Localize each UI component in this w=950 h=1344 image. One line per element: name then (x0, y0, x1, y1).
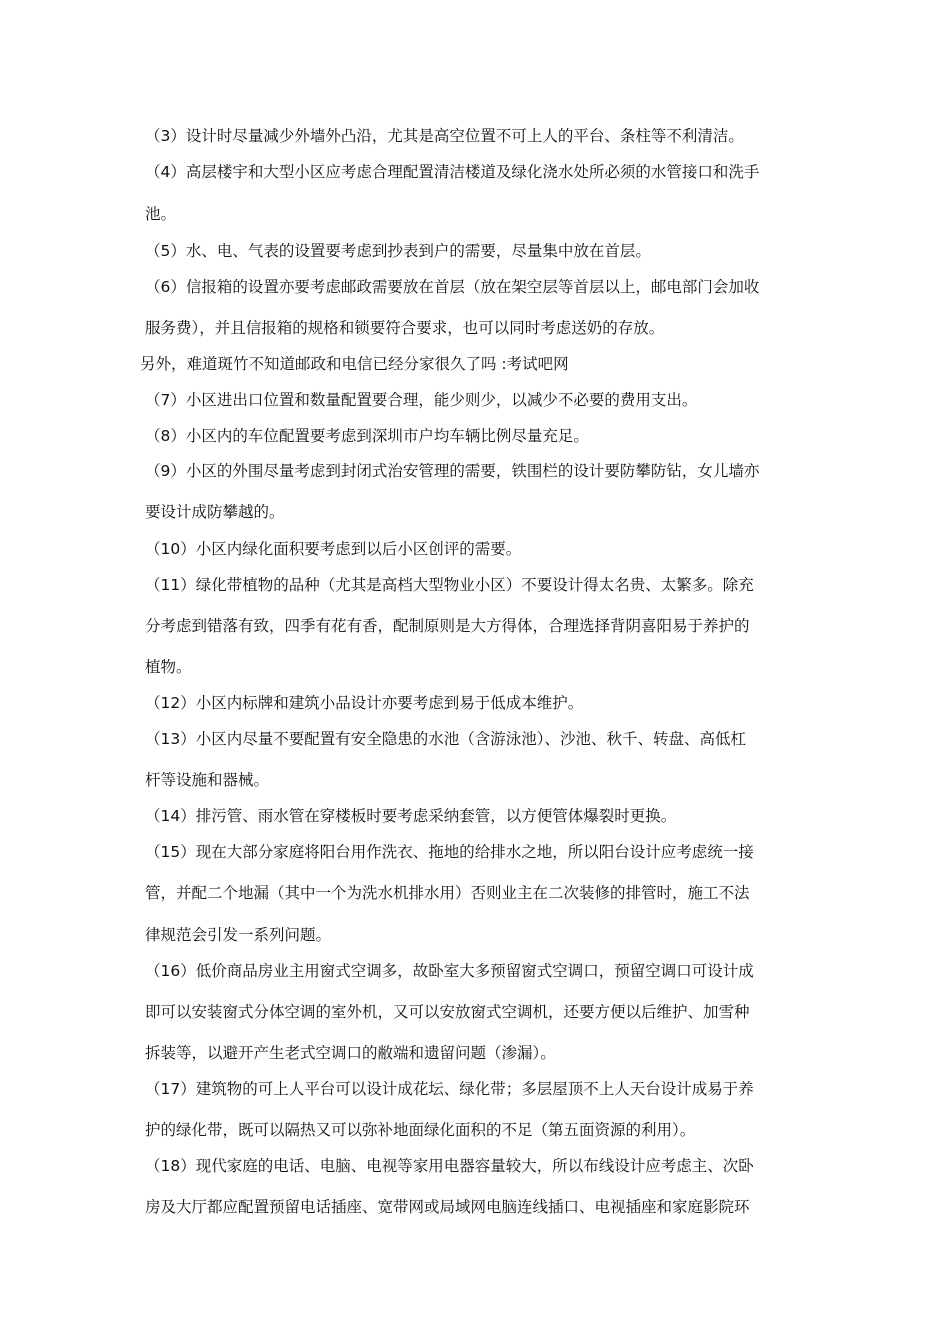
text-line: 律规范会引发一系列问题。 (145, 926, 332, 944)
text-line: （15）现在大部分家庭将阳台用作洗衣、拖地的给排水之地，所以阳台设计应考虑统一接 (145, 843, 754, 861)
text-line: （7）小区进出口位置和数量配置要合理，能少则少，以减少不必要的费用支出。 (145, 391, 698, 409)
text-line: 管，并配二个地漏（其中一个为洗水机排水用）否则业主在二次装修的排管时，施工不法 (145, 884, 750, 902)
text-line: （6）信报箱的设置亦要考虑邮政需要放在首层（放在架空层等首层以上，邮电部门会加收 (145, 278, 760, 296)
text-line: 护的绿化带，既可以隔热又可以弥补地面绿化面积的不足（第五面资源的利用）。 (145, 1121, 696, 1139)
text-line: （8）小区内的车位配置要考虑到深圳市户均车辆比例尽量充足。 (145, 427, 589, 445)
text-line: （14）排污管、雨水管在穿楼板时要考虑采纳套管，以方便管体爆裂时更换。 (145, 807, 677, 825)
text-line: 分考虑到错落有致，四季有花有香，配制原则是大方得体，合理选择背阴喜阳易于养护的 (145, 617, 750, 635)
text-line: 房及大厅都应配置预留电话插座、宽带网或局域网电脑连线插口、电视插座和家庭影院环 (145, 1198, 750, 1216)
text-line: （4）高层楼宇和大型小区应考虑合理配置清洁楼道及绿化浇水处所必须的水管接口和洗手 (145, 163, 760, 181)
text-line: （13）小区内尽量不要配置有安全隐患的水池（含游泳池）、沙池、秋千、转盘、高低杠 (145, 730, 746, 748)
text-line: （9）小区的外围尽量考虑到封闭式治安管理的需要，铁围栏的设计要防攀防钻，女儿墙亦 (145, 462, 760, 480)
text-line: （10）小区内绿化面积要考虑到以后小区创评的需要。 (145, 540, 522, 558)
text-line: （17）建筑物的可上人平台可以设计成花坛、绿化带；多层屋顶不上人天台设计成易于养 (145, 1080, 754, 1098)
text-line: （11）绿化带植物的品种（尤其是高档大型物业小区）不要设计得太名贵、太繁多。除充 (145, 576, 754, 594)
text-line: 即可以安装窗式分体空调的室外机，又可以安放窗式空调机，还要方便以后维护、加雪种 (145, 1003, 750, 1021)
text-line: （12）小区内标牌和建筑小品设计亦要考虑到易于低成本维护。 (145, 694, 584, 712)
text-line: 拆装等，以避开产生老式空调口的敝端和遗留问题（渗漏）。 (145, 1044, 556, 1062)
text-line: （5）水、电、气表的设置要考虑到抄表到户的需要，尽量集中放在首层。 (145, 242, 651, 260)
text-line: （16）低价商品房业主用窗式空调多，故卧室大多预留窗式空调口，预留空调口可设计成 (145, 962, 754, 980)
text-line: 另外，难道斑竹不知道邮政和电信已经分家很久了吗 :考试吧网 (140, 355, 569, 373)
text-line: 服务费），并且信报箱的规格和锁要符合要求，也可以同时考虑送奶的存放。 (145, 319, 665, 337)
text-line: 要设计成防攀越的。 (145, 503, 285, 521)
text-line: 池。 (145, 205, 177, 223)
text-line: 杆等设施和器械。 (145, 771, 270, 789)
text-line: （3）设计时尽量减少外墙外凸沿，尤其是高空位置不可上人的平台、条柱等不利清洁。 (145, 127, 744, 145)
text-line: （18）现代家庭的电话、电脑、电视等家用电器容量较大，所以布线设计应考虑主、次卧 (145, 1157, 754, 1175)
text-line: 植物。 (145, 658, 192, 676)
